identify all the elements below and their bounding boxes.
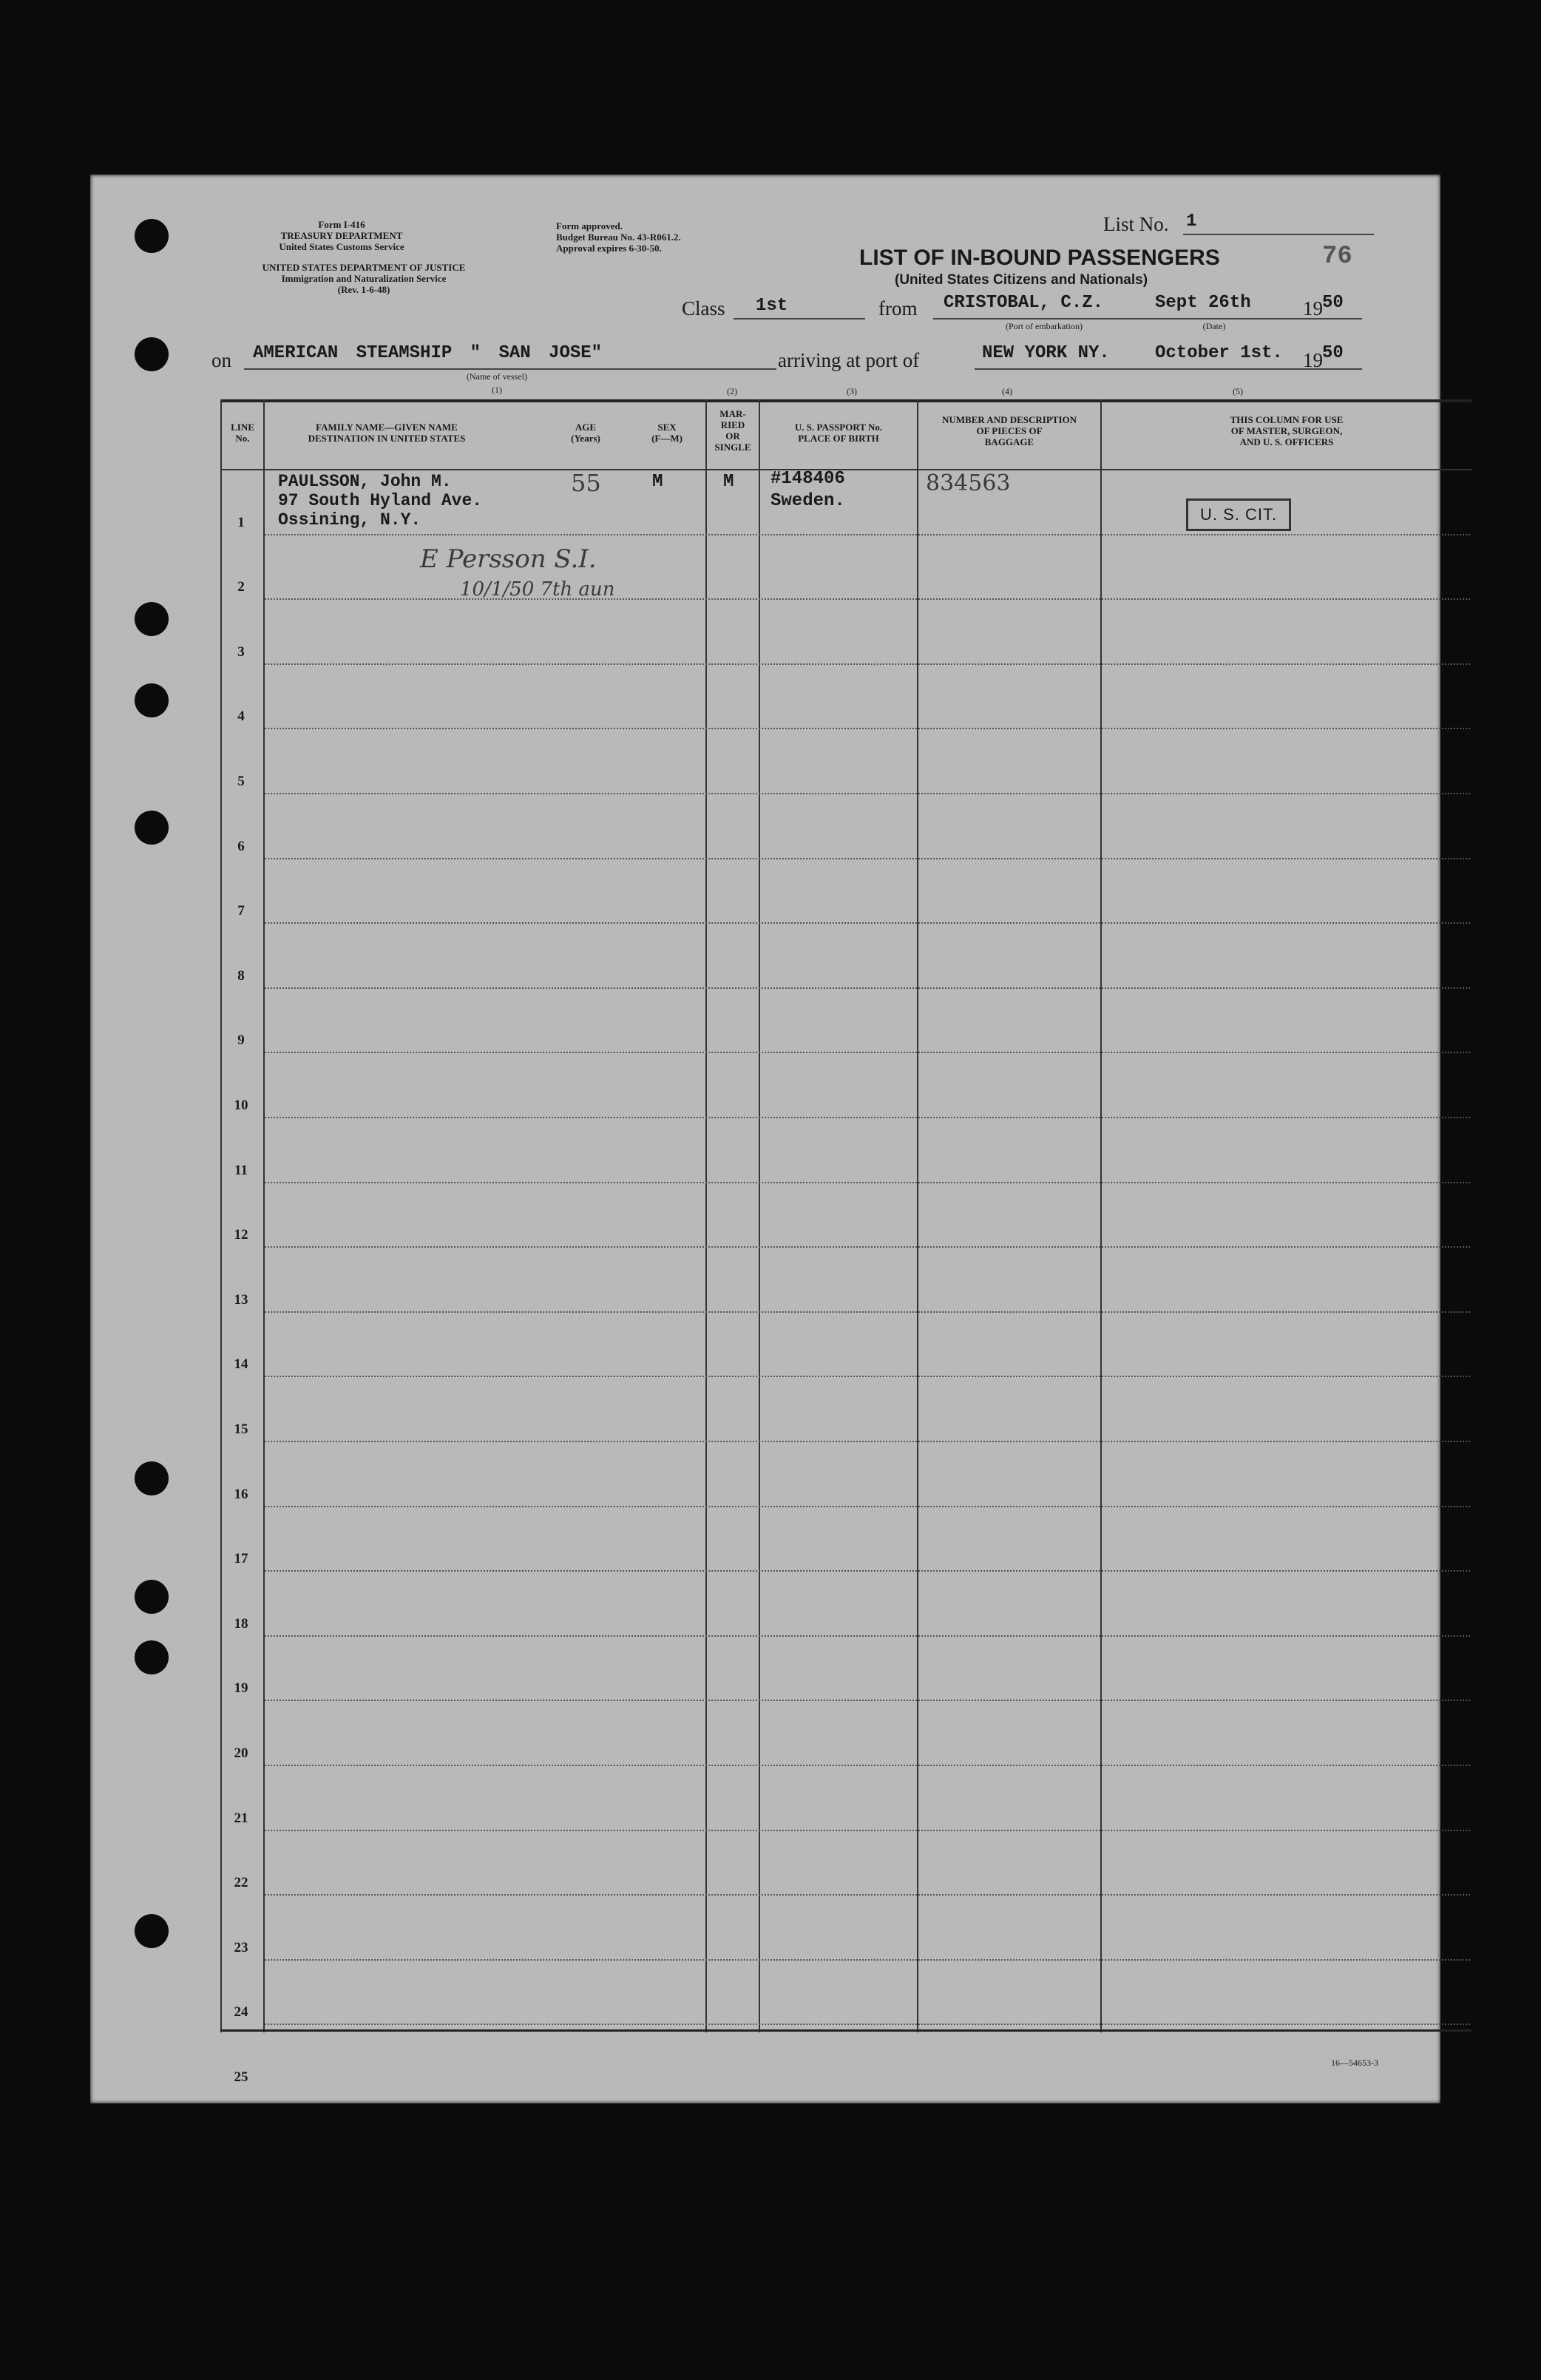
col-num-2: (2) <box>727 386 737 396</box>
col-married-header-2: RIED <box>720 419 745 430</box>
row-line <box>265 1570 1470 1572</box>
table-bottom-border <box>220 2029 1471 2032</box>
footer-code: 16—54653-3 <box>1331 2058 1378 2068</box>
line-number: 25 <box>234 2069 248 2085</box>
row-line <box>265 1830 1470 1831</box>
row-line <box>265 663 1470 665</box>
line-number: 10 <box>234 1098 248 1113</box>
punch-hole <box>135 683 169 717</box>
col-baggage-header-2: OF PIECES OF <box>976 425 1043 436</box>
place-of-birth: Sweden. <box>770 491 845 511</box>
vessel-caption: (Name of vessel) <box>467 371 527 382</box>
passenger-address-2: Ossining, N.Y. <box>278 510 421 530</box>
col-married-header-4: SINGLE <box>714 442 751 453</box>
col-baggage-header: NUMBER AND DESCRIPTION <box>941 414 1077 425</box>
row-line <box>265 1376 1470 1377</box>
ins-service: Immigration and Naturalization Service <box>281 273 447 284</box>
vessel-name: AMERICAN STEAMSHIP " SAN JOSE" <box>253 343 603 363</box>
page-number: 76 <box>1322 243 1352 271</box>
row-line <box>265 1959 1470 1961</box>
line-number: 20 <box>234 1745 248 1761</box>
punch-hole <box>135 337 169 371</box>
row-line <box>265 1052 1470 1053</box>
table-top-border <box>220 399 1471 402</box>
line-number: 14 <box>234 1356 248 1373</box>
list-no-label: List No. <box>1103 213 1169 235</box>
form-approved: Form approved. <box>556 220 623 231</box>
divider-baggage <box>1100 399 1102 2032</box>
row-line <box>265 1182 1470 1183</box>
col-num-4: (4) <box>1002 386 1012 396</box>
col-officers-header-2: OF MASTER, SURGEON, <box>1230 425 1343 436</box>
year-prefix: 19 <box>1303 297 1323 320</box>
embarkation-port: CRISTOBAL, C.Z. <box>944 293 1104 313</box>
year-value: 50 <box>1322 293 1344 313</box>
row-line <box>265 728 1470 729</box>
line-number: 6 <box>237 838 245 854</box>
arrival-port: NEW YORK NY. <box>982 343 1110 363</box>
passenger-list-sheet <box>90 175 1440 2103</box>
line-number: 24 <box>234 2004 248 2021</box>
line-number: 17 <box>234 1551 248 1567</box>
line-number: 23 <box>234 1939 248 1955</box>
line-number: 3 <box>237 643 245 660</box>
row-line <box>265 2024 1470 2025</box>
passenger-age: 55 <box>571 469 601 497</box>
port-caption: (Port of embarkation) <box>1006 321 1083 331</box>
row-line <box>265 1506 1470 1507</box>
on-label: on <box>211 349 231 371</box>
from-underline <box>933 318 1362 320</box>
col-name-header-2: DESTINATION IN UNITED STATES <box>308 433 466 444</box>
col-officers-header-3: AND U. S. OFFICERS <box>1239 436 1334 447</box>
col-num-1: (1) <box>492 385 502 395</box>
divider-married <box>759 399 760 2032</box>
col-line-header-2: No. <box>235 433 250 444</box>
divider-passport <box>917 399 918 2032</box>
passenger-name: PAULSSON, John M. <box>278 472 452 491</box>
punch-hole <box>135 602 169 636</box>
row-line <box>265 534 1470 535</box>
row-line <box>265 1311 1470 1313</box>
form-number: Form I-416 <box>318 219 365 230</box>
row-line <box>265 1894 1470 1896</box>
col-name-header: FAMILY NAME—GIVEN NAME <box>316 422 458 433</box>
punch-hole <box>135 1580 169 1614</box>
passenger-address-1: 97 South Hyland Ave. <box>278 491 483 510</box>
line-number: 13 <box>234 1291 248 1308</box>
vessel-underline <box>244 368 776 370</box>
row-line <box>265 858 1470 859</box>
row-line <box>265 987 1470 989</box>
baggage-count: 834563 <box>926 470 1011 496</box>
punch-hole <box>135 811 169 845</box>
line-number: 11 <box>234 1162 248 1178</box>
passport-number: #148406 <box>770 469 845 489</box>
line-number: 15 <box>234 1421 248 1437</box>
line-number: 16 <box>234 1486 248 1502</box>
col-age-header: AGE <box>575 422 597 433</box>
inspection-note: 10/1/50 7th aun <box>460 578 615 601</box>
arrival-year: 50 <box>1322 343 1344 363</box>
line-number: 4 <box>237 709 245 725</box>
justice-dept: UNITED STATES DEPARTMENT OF JUSTICE <box>262 262 466 273</box>
col-passport-header-2: PLACE OF BIRTH <box>798 433 879 444</box>
passenger-sex: M <box>652 472 663 492</box>
row-line <box>265 1441 1470 1442</box>
line-number: 12 <box>234 1227 248 1243</box>
arriving-label: arriving at port of <box>778 349 920 371</box>
embarkation-date: Sept 26th <box>1155 293 1251 313</box>
col-passport-header: U. S. PASSPORT No. <box>794 422 883 433</box>
line-number: 5 <box>237 774 245 789</box>
line-number: 2 <box>237 579 245 595</box>
col-married-header-3: OR <box>725 430 740 442</box>
row-line <box>265 1700 1470 1701</box>
date-caption: (Date) <box>1202 321 1226 331</box>
line-number: 18 <box>234 1615 248 1632</box>
class-label: Class <box>682 297 725 320</box>
punch-hole <box>135 1461 169 1495</box>
list-no-value: 1 <box>1186 212 1197 231</box>
arrival-year-prefix: 19 <box>1303 349 1323 371</box>
line-number: 8 <box>237 967 245 984</box>
page-subtitle: (United States Citizens and Nationals) <box>895 272 1148 288</box>
page-title: LIST OF IN-BOUND PASSENGERS <box>859 246 1220 270</box>
customs-service: United States Customs Service <box>279 241 404 252</box>
line-number: 7 <box>237 903 245 919</box>
table-left-border <box>220 399 222 2032</box>
approval-expires: Approval expires 6-30-50. <box>556 243 662 254</box>
row-line <box>265 1635 1470 1637</box>
row-line <box>265 598 1470 600</box>
col-sex-header: SEX <box>657 422 677 433</box>
form-revision: (Rev. 1-6-48) <box>337 284 390 295</box>
col-sex-header-2: (F—M) <box>651 433 683 444</box>
row-line <box>265 922 1470 924</box>
punch-hole <box>135 1914 169 1948</box>
col-line-header: LINE <box>231 422 254 433</box>
line-number: 9 <box>237 1032 245 1049</box>
line-number: 21 <box>234 1810 248 1826</box>
col-num-5: (5) <box>1233 386 1243 396</box>
class-underline <box>734 318 865 320</box>
table-header-border <box>220 469 1471 470</box>
col-num-3: (3) <box>847 386 857 396</box>
col-married-header: MAR- <box>719 408 746 419</box>
row-line <box>265 1765 1470 1766</box>
us-citizen-stamp: U. S. CIT. <box>1186 498 1291 531</box>
class-value: 1st <box>756 296 788 316</box>
row-line <box>265 793 1470 794</box>
list-no-underline <box>1183 234 1374 235</box>
passenger-married: M <box>723 472 734 492</box>
divider-line-no <box>263 399 265 2032</box>
col-age-header-2: (Years) <box>571 433 600 444</box>
line-number: 19 <box>234 1680 248 1697</box>
row-line <box>265 1246 1470 1248</box>
line-number: 22 <box>234 1875 248 1891</box>
row-line <box>265 1117 1470 1118</box>
punch-hole <box>135 219 169 253</box>
punch-hole <box>135 1640 169 1674</box>
arrival-date: October 1st. <box>1155 343 1283 363</box>
from-label: from <box>878 297 918 320</box>
inspector-signature: E Persson S.I. <box>420 544 597 574</box>
divider-sex <box>705 399 707 2032</box>
col-baggage-header-3: BAGGAGE <box>984 436 1034 447</box>
treasury-dept: TREASURY DEPARTMENT <box>280 230 403 241</box>
budget-bureau: Budget Bureau No. 43-R061.2. <box>556 231 681 243</box>
col-officers-header: THIS COLUMN FOR USE <box>1230 414 1344 425</box>
line-number: 1 <box>237 514 245 530</box>
